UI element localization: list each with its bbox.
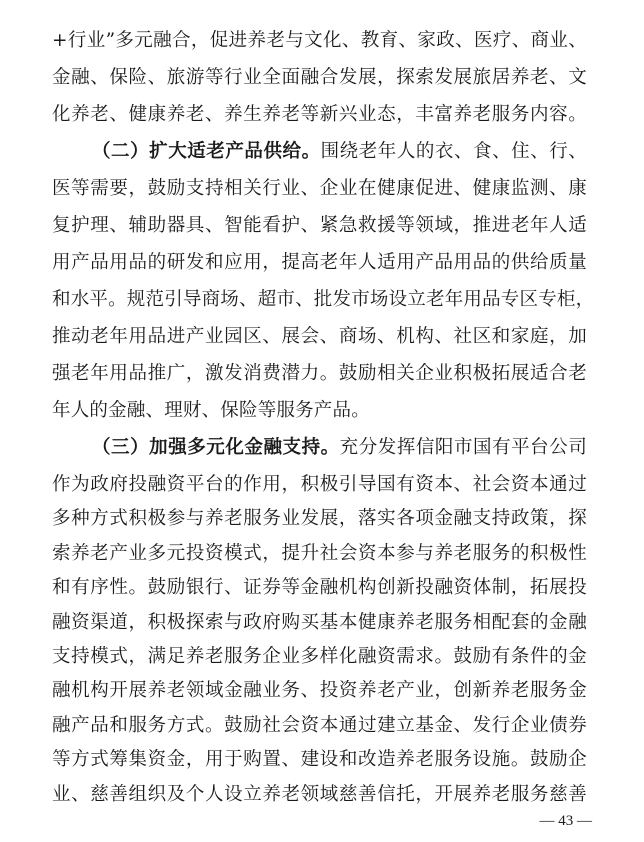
body-text-segment: 充分发挥信阳市国有平台公司 bbox=[339, 437, 587, 458]
body-text-line: 业、慈善组织及个人设立养老领域慈善信托，开展养老服务慈善 bbox=[52, 783, 587, 805]
section-heading-line bbox=[92, 141, 587, 163]
body-text-line: 用产品用品的研发和应用，提高老年人适用产品用品的供给质量 bbox=[52, 252, 587, 273]
body-text-line: 作为政府投融资平台的作用，积极引导国有资本、社会资本通过 bbox=[52, 474, 587, 495]
body-text-line: 支持模式，满足养老服务企业多样化融资需求。鼓励有条件的金 bbox=[52, 646, 587, 667]
body-text-line: 和水平。规范引导商场、超市、批发市场设立老年用品专区专柜， bbox=[52, 289, 595, 310]
body-text-line: 复护理、辅助器具、智能看护、紧急救援等领域，推进老年人适 bbox=[52, 215, 587, 236]
body-text-line: 融资渠道，积极探索与政府购买基本健康养老服务相配套的金融 bbox=[52, 611, 587, 633]
body-text-line: 和有序性。鼓励银行、证券等金融机构创新投融资体制，拓展投 bbox=[52, 577, 587, 599]
section-heading-line bbox=[92, 437, 587, 459]
body-text-line: 推动老年用品进产业园区、展会、商场、机构、社区和家庭，加 bbox=[52, 326, 587, 347]
section-heading: （二）扩大适老产品供给。 bbox=[92, 141, 321, 162]
body-text-line: 化养老、健康养老、养生养老等新兴业态，丰富养老服务内容。 bbox=[52, 104, 587, 125]
body-text-segment: 围绕老年人的衣、食、住、行、 bbox=[320, 141, 587, 162]
body-text-line: 等方式筹集资金，用于购置、建设和改造养老服务设施。鼓励企 bbox=[52, 749, 587, 771]
body-text-line: 多种方式积极参与养老服务业发展，落实各项金融支持政策，探 bbox=[52, 508, 587, 530]
section-heading: （三）加强多元化金融支持。 bbox=[92, 437, 340, 458]
body-text-line: 融产品和服务方式。鼓励社会资本通过建立基金、发行企业债券 bbox=[52, 714, 587, 736]
body-text-line: 融机构开展养老领域金融业务、投资养老产业，创新养老服务金 bbox=[52, 680, 587, 702]
body-text-line: 年人的金融、理财、保险等服务产品。 bbox=[52, 400, 370, 421]
body-text-line: 索养老产业多元投资模式，提升社会资本参与养老服务的积极性 bbox=[52, 542, 587, 564]
body-text-line: +行业”多元融合，促进养老与文化、教育、家政、医疗、商业、 bbox=[52, 30, 587, 51]
body-text-line: 强老年用品推广，激发消费潜力。鼓励相关企业积极拓展适合老 bbox=[52, 363, 587, 384]
body-text-line: 金融、保险、旅游等行业全面融合发展，探索发展旅居养老、文 bbox=[52, 67, 587, 88]
body-text-line: 医等需要，鼓励支持相关行业、企业在健康促进、健康监测、康 bbox=[52, 178, 587, 199]
page-number: — 43 — bbox=[539, 813, 592, 829]
